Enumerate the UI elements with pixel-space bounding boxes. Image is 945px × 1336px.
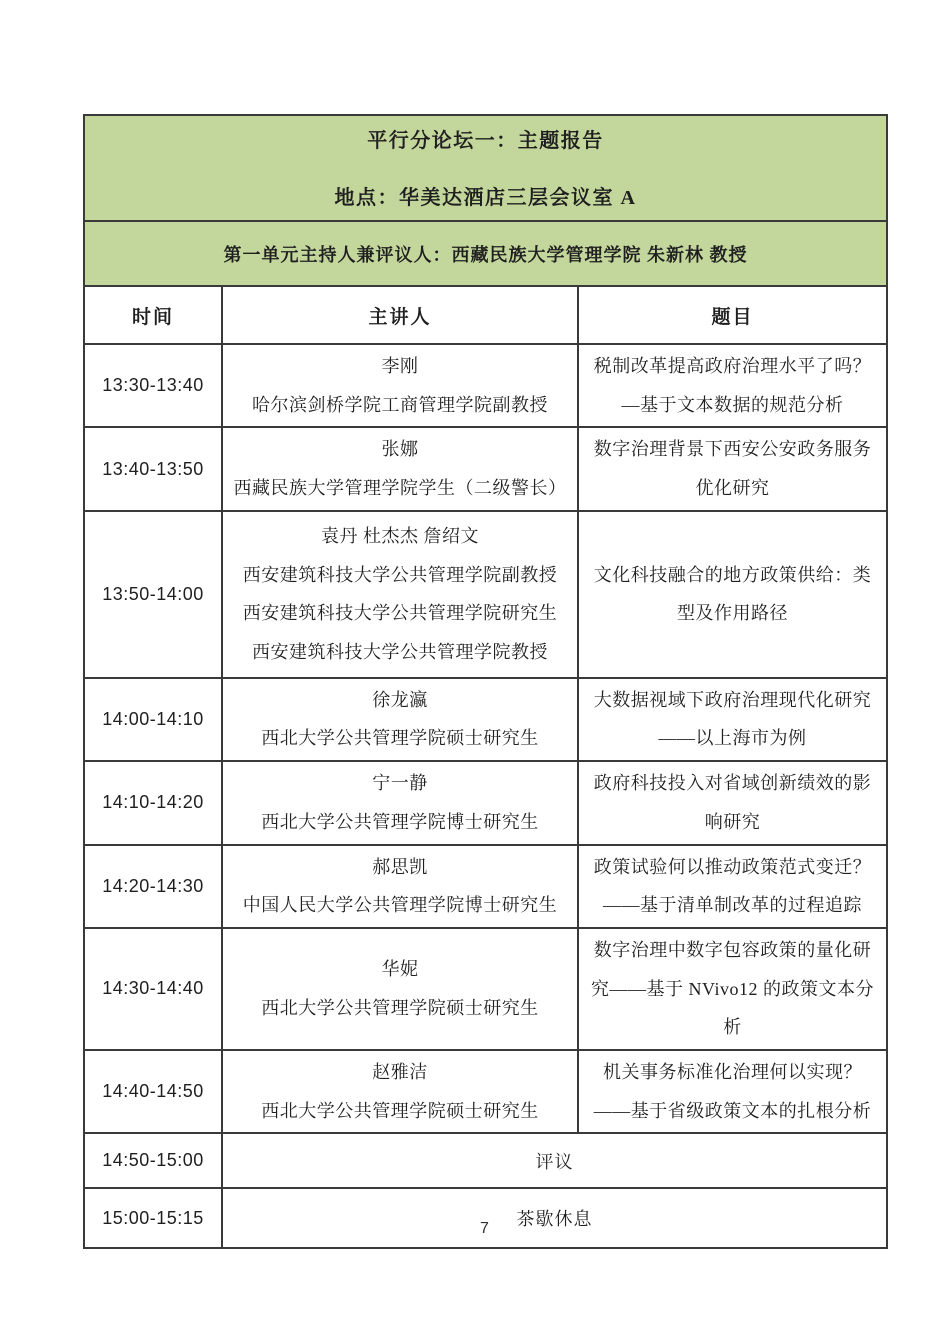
session-topic: 大数据视域下政府治理现代化研究——以上海市为例 xyxy=(578,678,887,761)
session-topic: 文化科技融合的地方政策供给：类型及作用路径 xyxy=(578,511,887,678)
session-time: 13:50-14:00 xyxy=(84,511,222,678)
session-time: 13:40-13:50 xyxy=(84,427,222,510)
speaker-name: 张娜 xyxy=(381,439,419,460)
discussion-row xyxy=(84,1133,887,1188)
speaker-affiliation: 西北大学公共管理学院博士研究生 xyxy=(261,811,539,832)
session-time: 14:10-14:20 xyxy=(84,761,222,844)
session-topic: 数字治理中数字包容政策的量化研究——基于 NVivo12 的政策文本分析 xyxy=(578,928,887,1050)
session-speaker xyxy=(222,344,578,427)
session-topic: 政策试验何以推动政策范式变迁？——基于清单制改革的过程追踪 xyxy=(578,845,887,928)
forum-title: 平行分论坛一：主题报告 xyxy=(367,130,604,152)
session-time: 15:00-15:15 xyxy=(84,1188,222,1248)
speaker-affiliation: 西安建筑科技大学公共管理学院教授 xyxy=(252,641,548,662)
session-topic: 数字治理背景下西安公安政务服务优化研究 xyxy=(578,427,887,510)
session-time: 13:30-13:40 xyxy=(84,344,222,427)
session-time: 14:30-14:40 xyxy=(84,928,222,1050)
speaker-affiliation: 西北大学公共管理学院硕士研究生 xyxy=(261,1100,539,1121)
discussion-label: 评议 xyxy=(222,1133,887,1188)
session-row xyxy=(84,845,887,928)
session-row xyxy=(84,928,887,1050)
column-header-topic: 题目 xyxy=(578,286,887,344)
tea-break-label: 茶歇休息 xyxy=(222,1188,887,1248)
speaker-affiliation: 西藏民族大学管理学院学生（二级警长） xyxy=(233,478,567,499)
session-time: 14:20-14:30 xyxy=(84,845,222,928)
speaker-affiliation: 中国人民大学公共管理学院博士研究生 xyxy=(242,895,558,916)
speaker-affiliation: 西北大学公共管理学院硕士研究生 xyxy=(261,997,539,1018)
forum-schedule-table xyxy=(83,114,888,1249)
speaker-name: 赵雅洁 xyxy=(372,1061,428,1082)
session-row xyxy=(84,1050,887,1133)
session-speaker xyxy=(222,427,578,510)
unit-host-row xyxy=(84,221,887,286)
speaker-affiliation: 西北大学公共管理学院硕士研究生 xyxy=(261,728,539,749)
forum-header-row xyxy=(84,115,887,221)
speaker-affiliation: 哈尔滨剑桥学院工商管理学院副教授 xyxy=(252,394,548,415)
session-time: 14:50-15:00 xyxy=(84,1133,222,1188)
unit-host-label: 第一单元主持人兼评议人：西藏民族大学管理学院 朱新林 教授 xyxy=(84,221,887,286)
speaker-name: 李刚 xyxy=(381,356,419,376)
forum-location: 地点：华美达酒店三层会议室 A xyxy=(334,187,637,209)
session-speaker xyxy=(222,511,578,678)
session-speaker xyxy=(222,1050,578,1133)
session-row xyxy=(84,761,887,844)
session-time: 14:00-14:10 xyxy=(84,678,222,761)
session-row xyxy=(84,678,887,761)
session-topic: 政府科技投入对省域创新绩效的影响研究 xyxy=(578,761,887,844)
session-row xyxy=(84,511,887,678)
speaker-name: 郝思凯 xyxy=(372,856,428,877)
speaker-affiliation: 西安建筑科技大学公共管理学院研究生 xyxy=(242,603,558,624)
session-row xyxy=(84,344,887,427)
session-speaker xyxy=(222,761,578,844)
speaker-affiliation: 西安建筑科技大学公共管理学院副教授 xyxy=(242,564,558,585)
page-number: 7 xyxy=(480,1220,489,1237)
session-speaker xyxy=(222,928,578,1050)
column-header-time: 时间 xyxy=(84,286,222,344)
column-header-row xyxy=(84,286,887,344)
speaker-name: 袁丹 杜杰杰 詹绍文 xyxy=(321,525,479,546)
session-row xyxy=(84,427,887,510)
speaker-name: 华妮 xyxy=(381,959,419,980)
session-time: 14:40-14:50 xyxy=(84,1050,222,1133)
session-topic: 机关事务标准化治理何以实现？——基于省级政策文本的扎根分析 xyxy=(578,1050,887,1133)
column-header-speaker: 主讲人 xyxy=(222,286,578,344)
session-speaker xyxy=(222,845,578,928)
session-speaker xyxy=(222,678,578,761)
speaker-name: 徐龙瀛 xyxy=(372,689,428,710)
forum-header-cell xyxy=(84,115,887,221)
tea-break-row xyxy=(84,1188,887,1248)
speaker-name: 宁一静 xyxy=(372,773,428,794)
session-topic: 税制改革提高政府治理水平了吗？—基于文本数据的规范分析 xyxy=(578,344,887,427)
